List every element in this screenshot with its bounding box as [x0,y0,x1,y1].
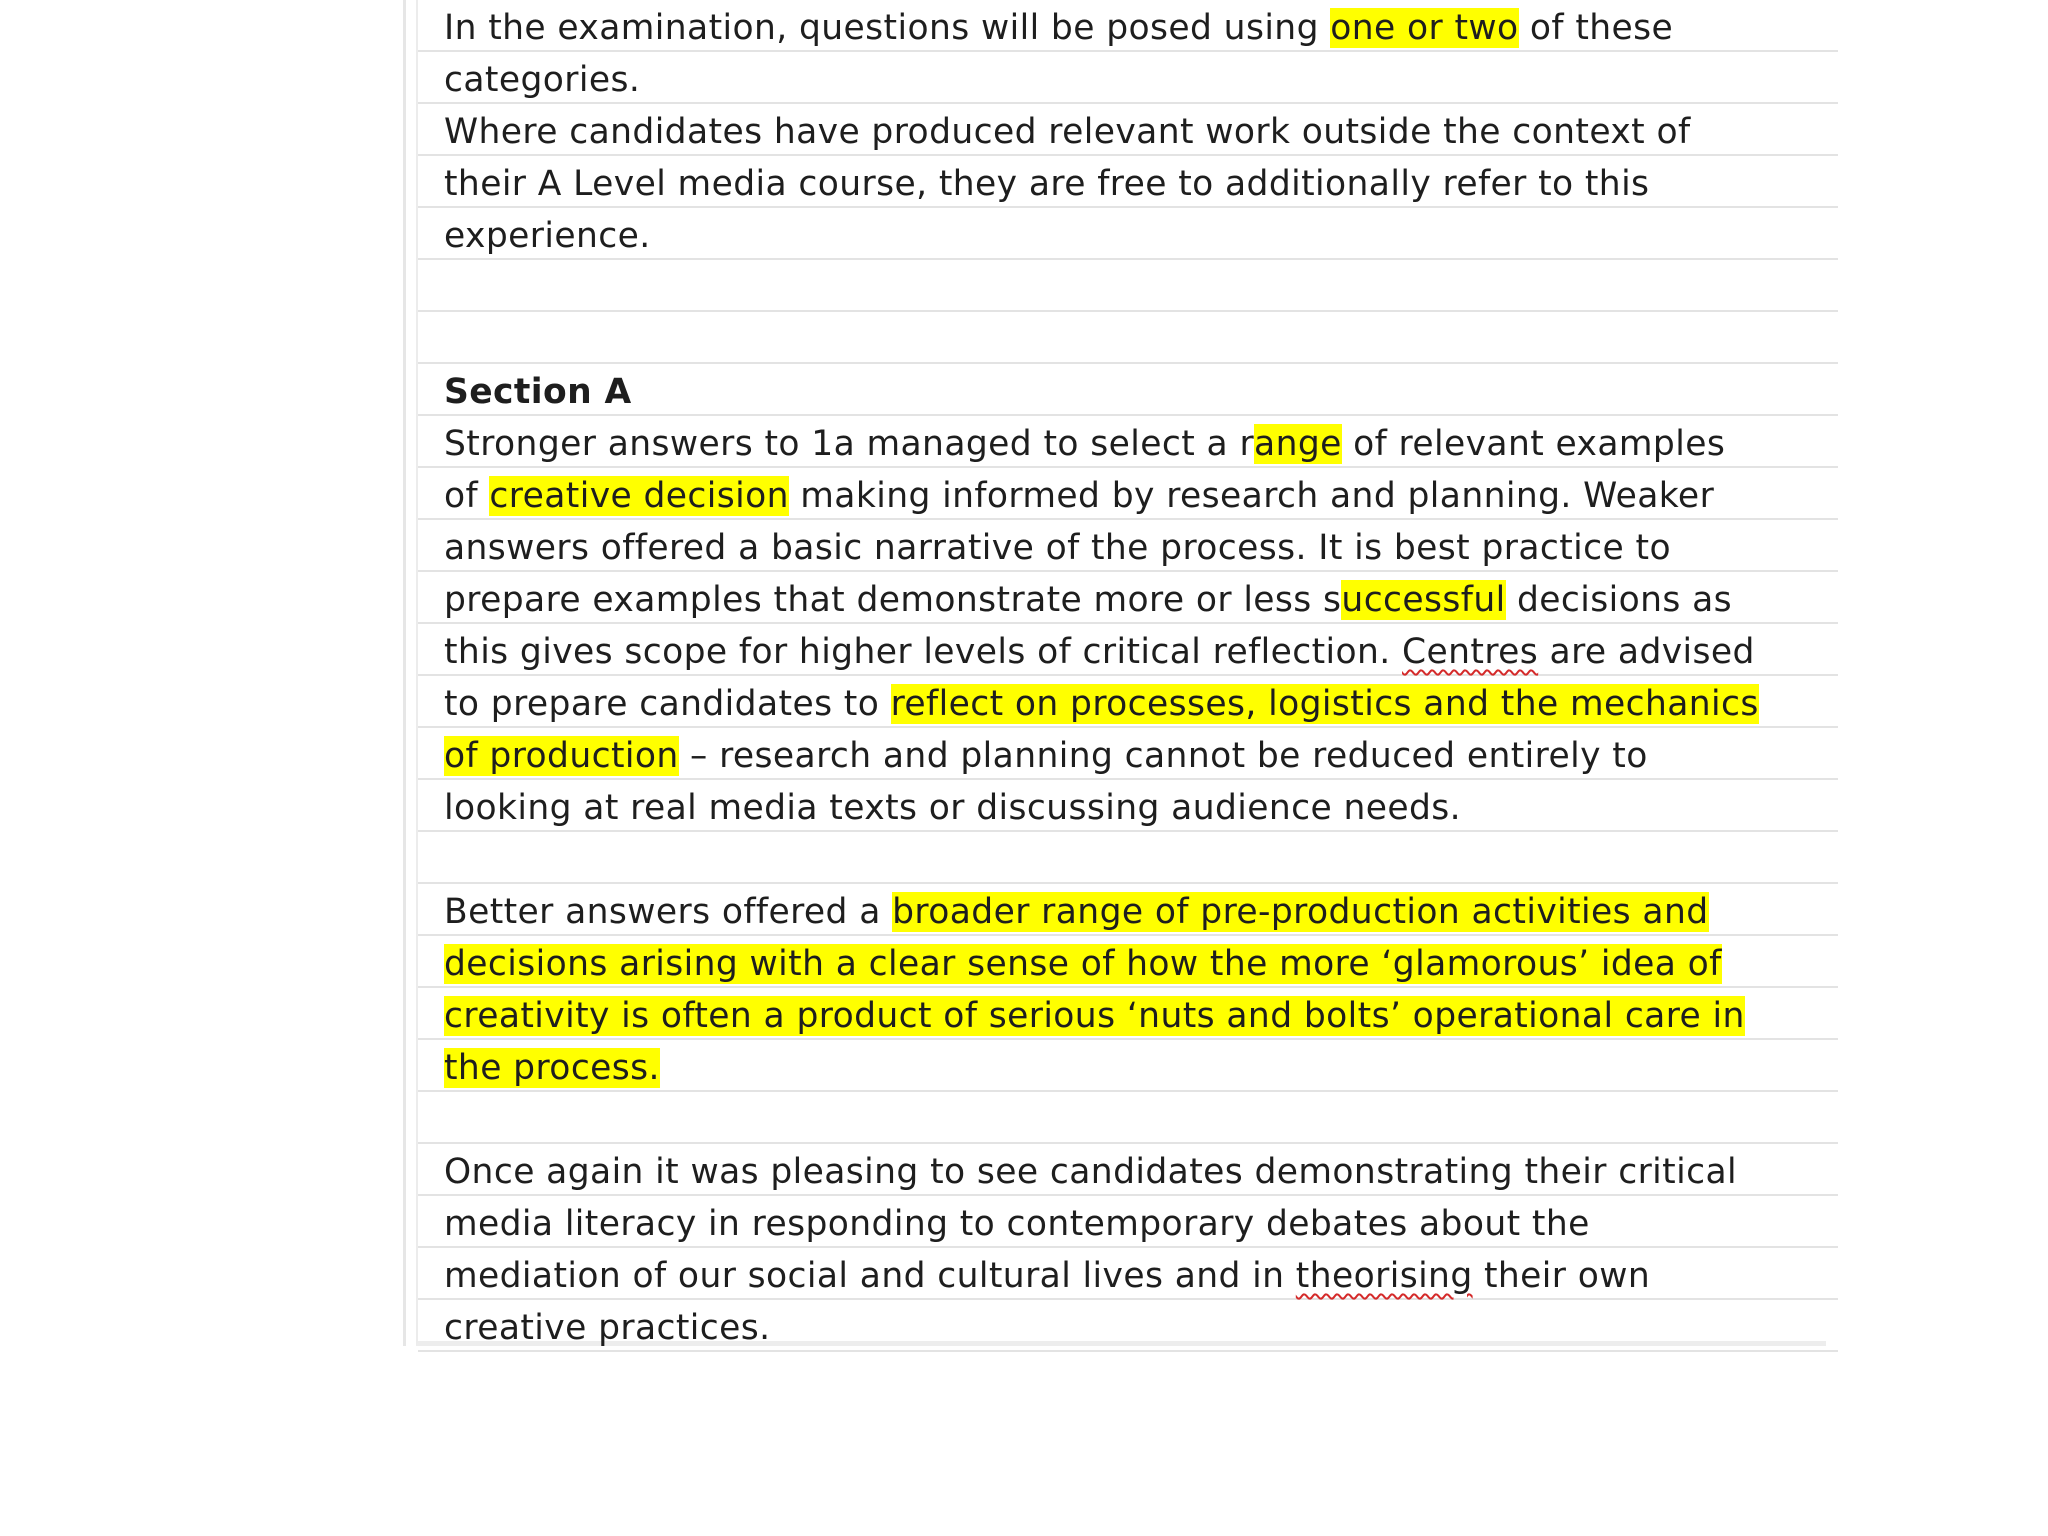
text-run: this gives scope for higher levels of critical reflection. [444,632,1403,672]
line-text [444,208,651,258]
blank-line [418,832,1838,884]
section-heading [444,364,632,414]
text-line [418,364,1838,416]
text-run: Where candidates have produced relevant work outside the context of [444,112,1691,152]
text-line [418,156,1838,208]
line-text [444,104,1691,154]
text-run: of [444,476,490,516]
blank-line [418,1092,1838,1144]
text-run: media literacy in responding to contemporary debates about the [444,1204,1590,1244]
text-line [418,1248,1838,1300]
text-run: of relevant examples [1341,424,1726,464]
spellcheck-flagged-word: theorising [1295,1256,1473,1296]
text-run: looking at real media texts or discussing audience needs. [444,788,1462,828]
highlighted-text: creative decision [489,476,789,516]
text-line [418,208,1838,260]
document-page [403,0,1826,1346]
highlighted-text: ange [1254,424,1342,464]
text-line [418,780,1838,832]
line-text [444,1300,771,1350]
text-line [418,104,1838,156]
highlighted-text: one or two [1330,8,1519,48]
text-run: In the examination, questions will be posed using [444,8,1331,48]
text-run: their A Level media course, they are free to additionally refer to this [444,164,1650,204]
line-text [444,0,1673,50]
text-run: – research and planning cannot be reduced entirely to [678,736,1648,776]
line-text [444,780,1461,830]
highlighted-text: of production [444,736,679,776]
text-line [418,988,1838,1040]
text-run: making informed by research and planning. Weaker [788,476,1715,516]
text-line [418,520,1838,572]
text-run: Stronger answers to 1a managed to select a r [444,424,1255,464]
line-text [444,52,640,102]
highlighted-text: uccessful [1341,580,1506,620]
line-text [444,988,1745,1038]
text-run: creative practices. [444,1308,771,1348]
line-text [444,1144,1737,1194]
line-text [444,1040,660,1090]
text-line [418,1300,1838,1352]
line-text [444,1248,1650,1298]
line-text [444,416,1725,466]
highlighted-text: broader range of pre-production activities and [892,892,1709,932]
blank-line [418,312,1838,364]
highlighted-text: decisions arising with a clear sense of how the more ‘glamorous’ idea of [444,944,1722,984]
text-line [418,1196,1838,1248]
text-run: Once again it was pleasing to see candidates demonstrating their critical [444,1152,1737,1192]
text-line [418,572,1838,624]
blank-line [418,260,1838,312]
text-line [418,1040,1838,1092]
line-text [444,676,1759,726]
text-run: are advised [1538,632,1755,672]
text-run: experience. [444,216,651,256]
text-line [418,468,1838,520]
text-run: to prepare candidates to [444,684,891,724]
text-line [418,676,1838,728]
line-text [444,468,1714,518]
highlighted-text: creativity is often a product of serious ‘nuts and bolts’ operational care in [444,996,1745,1036]
highlighted-text: reflect on processes, logistics and the mechanics [890,684,1759,724]
highlighted-text: the process. [444,1048,660,1088]
text-run: mediation of our social and cultural lives and in [444,1256,1296,1296]
line-text [444,884,1709,934]
text-line [418,884,1838,936]
document-body [416,0,1826,1346]
text-line [418,52,1838,104]
text-run: categories. [444,60,641,100]
line-text [444,1196,1590,1246]
text-line [418,936,1838,988]
text-line [418,1144,1838,1196]
line-text [444,156,1649,206]
text-run: prepare examples that demonstrate more or less s [444,580,1342,620]
text-line [418,0,1838,52]
line-text [444,728,1648,778]
text-run: Section A [444,372,632,412]
line-text [444,572,1732,622]
text-run: answers offered a basic narrative of the process. It is best practice to [444,528,1671,568]
spellcheck-flagged-word: Centres [1402,632,1539,672]
text-line [418,728,1838,780]
text-line [418,624,1838,676]
text-run: of these [1518,8,1674,48]
text-line [418,416,1838,468]
line-text [444,936,1722,986]
text-run: their own [1472,1256,1651,1296]
line-text [444,624,1755,674]
text-run: decisions as [1505,580,1733,620]
line-text [444,520,1671,570]
text-run: Better answers offered a [444,892,893,932]
